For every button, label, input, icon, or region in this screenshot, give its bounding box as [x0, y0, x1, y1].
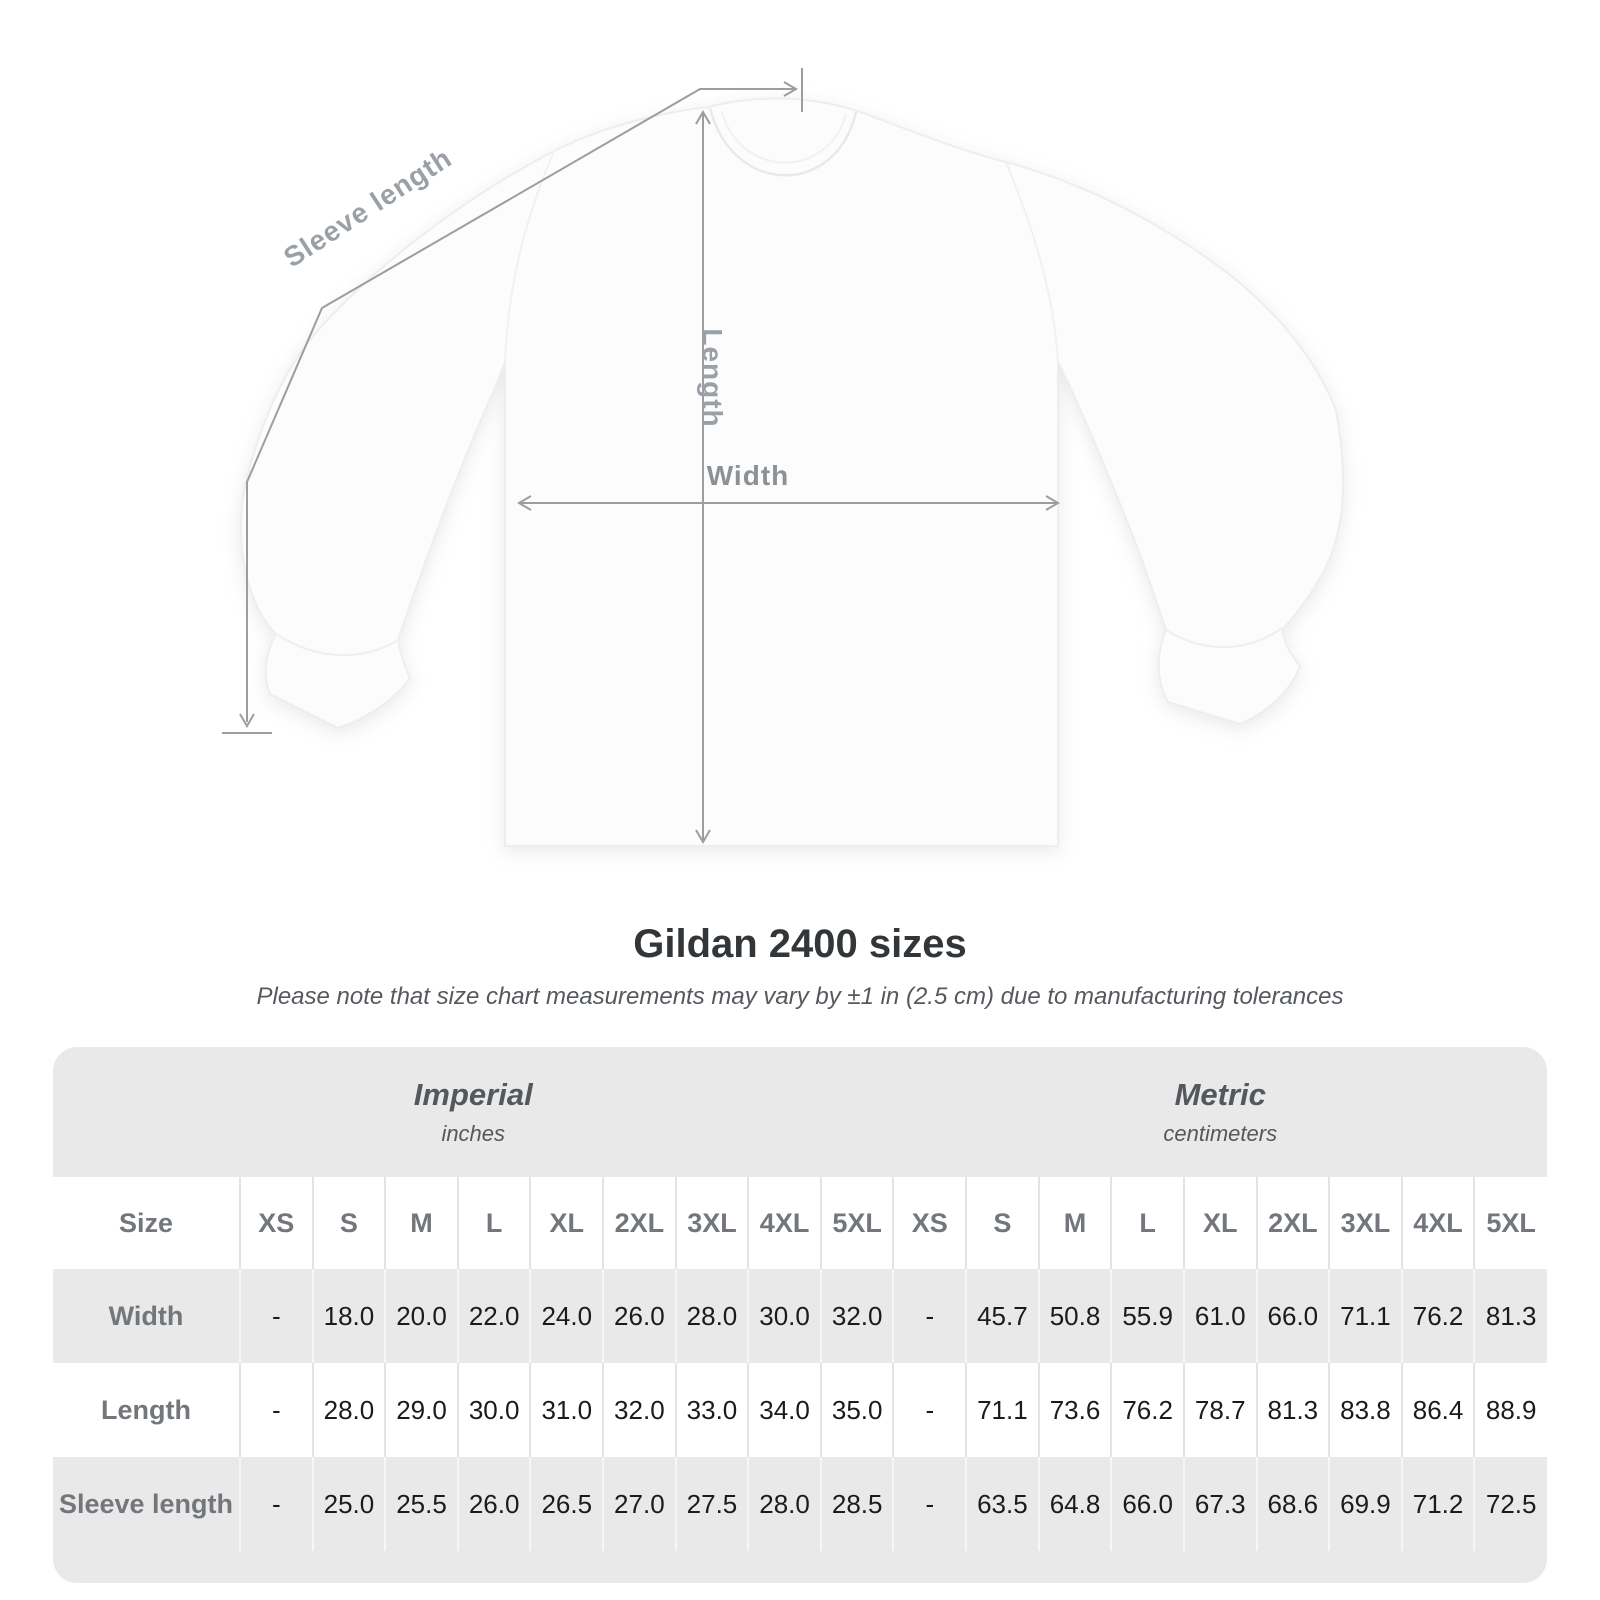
unit-group-metric [893, 1047, 1547, 1177]
size-table-container [53, 1047, 1547, 1583]
row-label: Length [101, 1394, 191, 1425]
size-col-header: S [966, 1177, 1039, 1269]
value-cell: 27.0 [603, 1457, 676, 1551]
size-col-header: 4XL [1402, 1177, 1475, 1269]
size-col-header: XS [240, 1177, 313, 1269]
value-cell: 32.0 [821, 1269, 894, 1363]
imperial-group-unit: inches [441, 1121, 506, 1146]
value-cell: 61.0 [1184, 1269, 1257, 1363]
value-cell: 22.0 [458, 1269, 531, 1363]
value-cell: 66.0 [1111, 1457, 1184, 1551]
value-cell: 71.1 [1329, 1269, 1402, 1363]
value-cell: 71.1 [966, 1363, 1039, 1457]
size-table [53, 1047, 1547, 1583]
size-col-header: M [385, 1177, 458, 1269]
size-col-header: 5XL [821, 1177, 894, 1269]
size-chart-heading [0, 922, 1600, 1011]
metric-group-label: Metric [1174, 1077, 1266, 1112]
value-cell: 67.3 [1184, 1457, 1257, 1551]
row-label: Sleeve length [58, 1488, 234, 1519]
value-cell: 26.0 [458, 1457, 531, 1551]
size-col-header: 3XL [676, 1177, 749, 1269]
value-cell: 78.7 [1184, 1363, 1257, 1457]
unit-groups-row [53, 1047, 1547, 1177]
value-cell: 29.0 [385, 1363, 458, 1457]
value-cell: 25.5 [385, 1457, 458, 1551]
size-col-header: XL [530, 1177, 603, 1269]
value-cell: 20.0 [385, 1269, 458, 1363]
value-cell: 86.4 [1402, 1363, 1475, 1457]
value-cell: 31.0 [530, 1363, 603, 1457]
value-cell: 83.8 [1329, 1363, 1402, 1457]
value-cell: 68.6 [1257, 1457, 1330, 1551]
value-cell: - [240, 1269, 313, 1363]
shirt-outline [241, 99, 1343, 846]
size-col-header: 5XL [1474, 1177, 1547, 1269]
size-col-header: M [1039, 1177, 1112, 1269]
size-col-header: XS [893, 1177, 966, 1269]
value-cell: 71.2 [1402, 1457, 1475, 1551]
value-cell: 76.2 [1402, 1269, 1475, 1363]
value-cell: 64.8 [1039, 1457, 1112, 1551]
value-cell: 45.7 [966, 1269, 1039, 1363]
table-row-width [53, 1269, 1547, 1363]
value-cell: 35.0 [821, 1363, 894, 1457]
value-cell: 72.5 [1474, 1457, 1547, 1551]
table-row-length [53, 1363, 1547, 1457]
value-cell: - [893, 1269, 966, 1363]
size-col-header: L [458, 1177, 531, 1269]
value-cell: 18.0 [313, 1269, 386, 1363]
size-col-header: 4XL [748, 1177, 821, 1269]
value-cell: - [893, 1363, 966, 1457]
value-cell: 69.9 [1329, 1457, 1402, 1551]
size-header-row [53, 1177, 1547, 1269]
imperial-group-label: Imperial [413, 1077, 533, 1112]
value-cell: - [893, 1457, 966, 1551]
value-cell: - [240, 1363, 313, 1457]
tolerance-note: Please note that size chart measurements may vary by ±1 in (2.5 cm) due to manufacturing tolerances [256, 983, 1344, 1010]
size-col-header: S [313, 1177, 386, 1269]
metric-group-unit: centimeters [1163, 1121, 1278, 1146]
table-row-sleeve-length [53, 1457, 1547, 1551]
value-cell: 30.0 [458, 1363, 531, 1457]
value-cell: 81.3 [1257, 1363, 1330, 1457]
value-cell: 28.5 [821, 1457, 894, 1551]
value-cell: - [240, 1457, 313, 1551]
sleeve-length-label: Sleeve length [278, 141, 458, 274]
value-cell: 63.5 [966, 1457, 1039, 1551]
value-cell: 73.6 [1039, 1363, 1112, 1457]
value-cell: 32.0 [603, 1363, 676, 1457]
size-header-label: Size [118, 1207, 174, 1238]
value-cell: 27.5 [676, 1457, 749, 1551]
value-cell: 24.0 [530, 1269, 603, 1363]
value-cell: 81.3 [1474, 1269, 1547, 1363]
value-cell: 50.8 [1039, 1269, 1112, 1363]
value-cell: 66.0 [1257, 1269, 1330, 1363]
unit-group-imperial [53, 1047, 893, 1177]
value-cell: 30.0 [748, 1269, 821, 1363]
size-col-header: 2XL [603, 1177, 676, 1269]
value-cell: 76.2 [1111, 1363, 1184, 1457]
value-cell: 88.9 [1474, 1363, 1547, 1457]
value-cell: 28.0 [676, 1269, 749, 1363]
value-cell: 26.5 [530, 1457, 603, 1551]
size-col-header: 3XL [1329, 1177, 1402, 1269]
value-cell: 34.0 [748, 1363, 821, 1457]
width-label: Width [706, 460, 790, 491]
size-col-header: XL [1184, 1177, 1257, 1269]
table-bottom-spacer [53, 1551, 1547, 1583]
value-cell: 26.0 [603, 1269, 676, 1363]
value-cell: 55.9 [1111, 1269, 1184, 1363]
length-label: Length [697, 328, 728, 428]
page-title: Gildan 2400 sizes [633, 922, 967, 966]
row-label: Width [108, 1300, 184, 1331]
size-col-header: L [1111, 1177, 1184, 1269]
value-cell: 25.0 [313, 1457, 386, 1551]
size-col-header: 2XL [1257, 1177, 1330, 1269]
value-cell: 33.0 [676, 1363, 749, 1457]
value-cell: 28.0 [313, 1363, 386, 1457]
value-cell: 28.0 [748, 1457, 821, 1551]
